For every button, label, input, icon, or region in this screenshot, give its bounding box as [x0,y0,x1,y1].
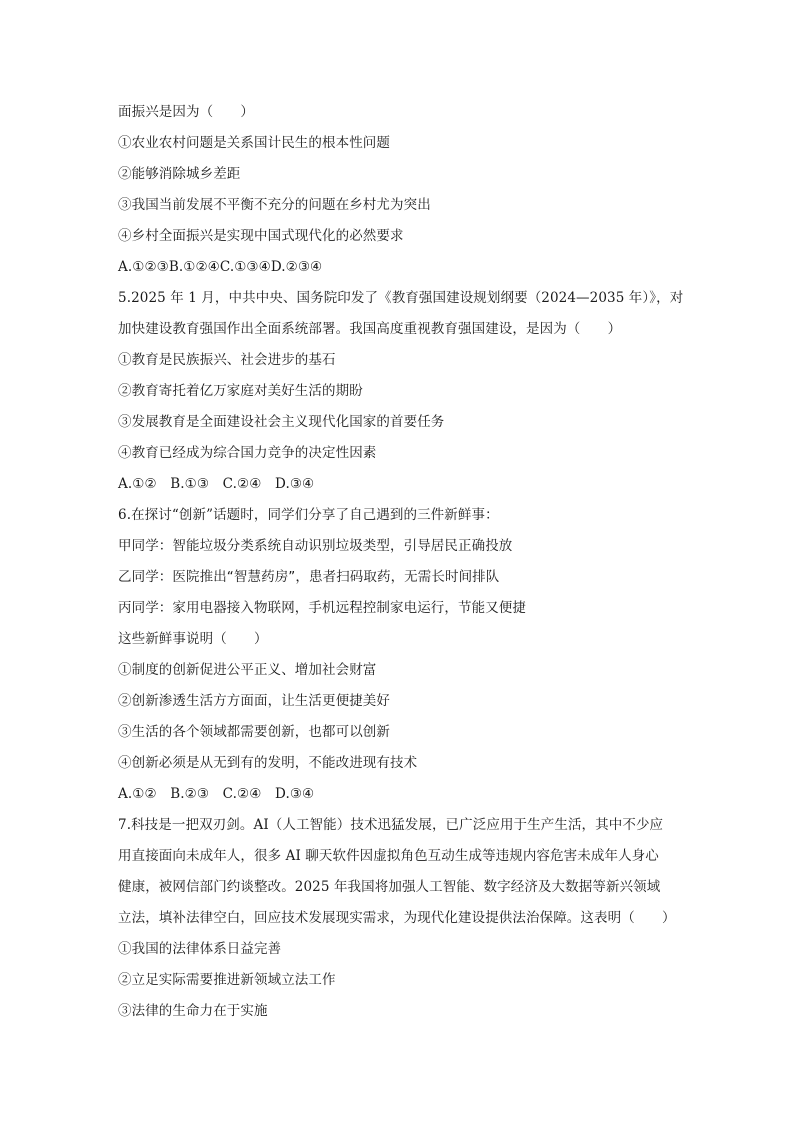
question-7-option-3: ③法律的生命力在于实施 [118,1003,268,1019]
question-5-stem-line-1: 5.2025 年 1 月，中共中央、国务院印发了《教育强国建设规划纲要（2024—2035 年）》，对 [118,290,684,306]
question-6-prompt: 这些新鲜事说明（ ） [118,631,268,647]
question-6-answers: A.①② B.②③ C.②④ D.③④ [118,786,315,802]
question-6-option-4: ④创新必须是从无到有的发明，不能改进现有技术 [118,755,418,771]
question-6-stem: 6.在探讨“创新”话题时，同学们分享了自己遇到的三件新鲜事： [118,507,499,523]
question-5-option-3: ③发展教育是全面建设社会主义现代化国家的首要任务 [118,414,445,430]
question-4-stem-continuation: 面振兴是因为（ ） [118,104,254,120]
question-4-option-3: ③我国当前发展不平衡不充分的问题在乡村尤为突出 [118,197,431,213]
question-7-option-1: ①我国的法律体系日益完善 [118,941,282,957]
question-4-option-1: ①农业农村问题是关系国计民生的根本性问题 [118,135,390,151]
question-5-answers: A.①② B.①③ C.②④ D.③④ [118,476,315,492]
question-5-stem-line-2: 加快建设教育强国作出全面系统部署。我国高度重视教育强国建设，是因为（ ） [118,321,622,337]
question-6-student-a: 甲同学：智能垃圾分类系统自动识别垃圾类型，引导居民正确投放 [118,538,513,554]
question-5-option-2: ②教育寄托着亿万家庭对美好生活的期盼 [118,383,363,399]
question-7-option-2: ②立足实际需要推进新领域立法工作 [118,972,336,988]
question-6-option-1: ①制度的创新促进公平正义、增加社会财富 [118,662,377,678]
question-6-student-b: 乙同学：医院推出“智慧药房”，患者扫码取药，无需长时间排队 [118,569,500,585]
question-6-student-c: 丙同学：家用电器接入物联网，手机远程控制家电运行，节能又便捷 [118,600,526,616]
question-7-stem-line-1: 7.科技是一把双刃剑。AI（人工智能）技术迅猛发展，已广泛应用于生产生活，其中不少应 [118,817,664,833]
question-5-option-1: ①教育是民族振兴、社会进步的基石 [118,352,336,368]
question-5-option-4: ④教育已经成为综合国力竞争的决定性因素 [118,445,377,461]
question-6-option-3: ③生活的各个领域都需要创新，也都可以创新 [118,724,390,740]
question-6-option-2: ②创新渗透生活方方面面，让生活更便捷美好 [118,693,390,709]
question-7-stem-line-4: 立法，填补法律空白，回应技术发展现实需求，为现代化建设提供法治保障。这表明（ ） [118,910,676,926]
question-4-answers: A.①②③B.①②④C.①③④D.②③④ [118,259,323,275]
question-7-stem-line-3: 健康，被网信部门约谈整改。2025 年我国将加强人工智能、数字经济及大数据等新兴领域 [118,879,661,895]
question-4-option-2: ②能够消除城乡差距 [118,166,241,182]
question-4-option-4: ④乡村全面振兴是实现中国式现代化的必然要求 [118,228,404,244]
question-7-stem-line-2: 用直接面向未成年人，很多 AI 聊天软件因虚拟角色互动生成等违规内容危害未成年人身心 [118,848,659,864]
